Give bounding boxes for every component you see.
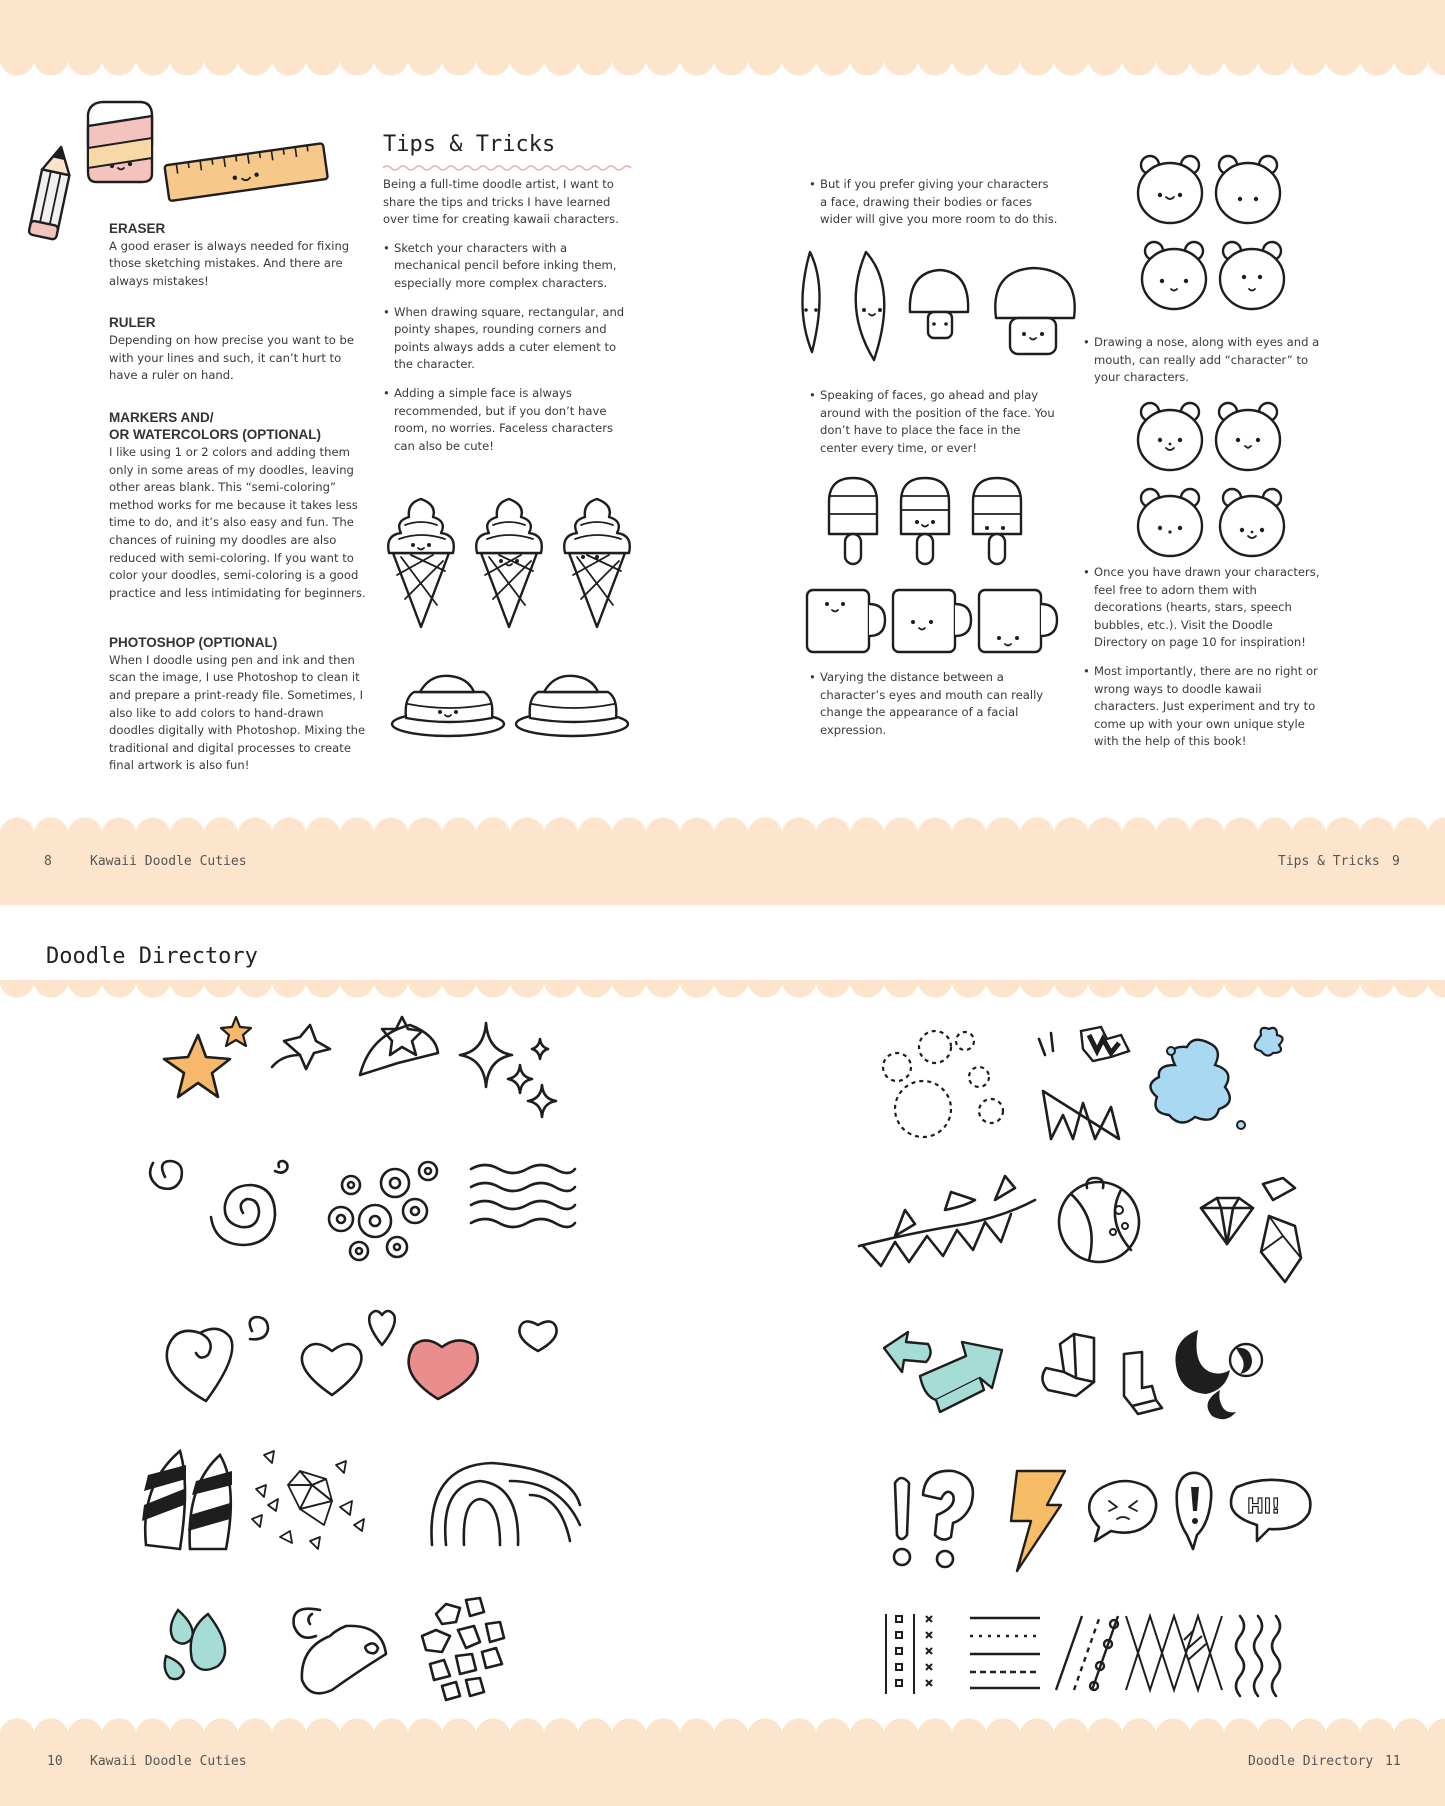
doodle-directory-title: Doodle Directory xyxy=(46,944,258,969)
ruler-text: Depending on how precise you want to be with your lines and such, it can’t hurt to have a ruler on hand. xyxy=(109,332,355,383)
horns-triangles-rainbows-doodles xyxy=(140,1445,625,1560)
right-bullet-3 xyxy=(809,669,1059,750)
ruler-heading: RULER xyxy=(109,315,156,331)
page-number-11: 11 xyxy=(1385,1754,1401,1769)
tip-item: • When drawing square, rectangular, and pointy shapes, rounding corners and points always adds a cuter element to the character. xyxy=(383,304,637,374)
right-col2-bullet-1 xyxy=(1083,334,1323,398)
top-footer-scallop xyxy=(0,813,1445,835)
bunting-ball-gems-doodles xyxy=(855,1170,1315,1295)
footer-book-title: Kawaii Doodle Cuties xyxy=(90,1754,247,1769)
eraser-illustration xyxy=(80,96,165,186)
spirals-circles-waves-doodles xyxy=(145,1155,585,1260)
page-number-10: 10 xyxy=(47,1754,63,1769)
punctuation-bolt-speech-doodles xyxy=(885,1465,1325,1580)
ruler-illustration xyxy=(160,136,335,206)
hearts-doodles xyxy=(160,1305,570,1405)
markers-heading-line1: MARKERS AND/ xyxy=(109,409,214,425)
footer-section-title: Doodle Directory xyxy=(1248,1754,1374,1769)
pencil-illustration xyxy=(22,140,82,245)
footer-book-title: Kawaii Doodle Cuties xyxy=(90,854,247,869)
tip-item: • Drawing a nose, along with eyes and a mouth, can really add “character” to your characters. xyxy=(1083,334,1323,387)
bottom-footer-scallop xyxy=(0,1714,1445,1736)
page-number-9: 9 xyxy=(1392,854,1400,869)
speech-bubble-hi-text: HI! xyxy=(1247,1494,1281,1518)
drops-bubbles-tiles-doodles xyxy=(160,1590,560,1705)
supplies-column xyxy=(109,220,367,775)
arrows-pipes-moons-doodles xyxy=(880,1320,1300,1425)
tip-item: • Adding a simple face is always recommended, but if you don’t have room, no worries. Faceless characters can also be cute! xyxy=(383,385,637,455)
tip-item: • Varying the distance between a character’s eyes and mouth can really change the appearance of a facial expression. xyxy=(809,669,1059,739)
top-header-scallop xyxy=(0,58,1445,80)
footer-section-title: Tips & Tricks xyxy=(1278,854,1380,869)
tips-intro: Being a full-time doodle artist, I want to share the tips and tricks I have learned over time for creating kawaii characters. xyxy=(383,177,619,227)
popsicles-illustration xyxy=(825,476,1025,571)
markers-heading-line2: OR WATERCOLORS (OPTIONAL) xyxy=(109,427,321,443)
patterns-doodles xyxy=(880,1610,1310,1700)
eraser-text: A good eraser is always needed for fixing those sketching mistakes. And there are always mistakes! xyxy=(109,238,350,288)
tips-column xyxy=(383,176,637,466)
photoshop-heading: PHOTOSHOP (OPTIONAL) xyxy=(109,635,278,651)
tips-title: Tips & Tricks xyxy=(383,132,556,157)
bear-faces-top-illustration xyxy=(1136,155,1316,315)
tips-list xyxy=(383,240,637,456)
stars-doodles xyxy=(150,1015,580,1115)
right-bullet-1 xyxy=(809,176,1059,240)
bottom-header-scallop xyxy=(0,980,1445,1002)
leaves-mushrooms-illustration xyxy=(790,248,1080,363)
right-col2-bullets-2-3 xyxy=(1083,564,1325,762)
mugs-illustration xyxy=(805,588,1065,658)
top-footer-band xyxy=(0,835,1445,905)
tip-item: • Once you have drawn your characters, feel free to adorn them with decorations (hearts, stars, speech bubbles, etc.). Visit the Doodle Directory on page 10 for inspiration! xyxy=(1083,564,1325,652)
top-header-band xyxy=(0,0,1445,58)
photoshop-text: When I doodle using pen and ink and then scan the image, I use Photoshop to clean it and prepare a print-ready file. Sometimes, I also like to add colors to hand-drawn doodles digitally with Photoshop. Mixing the traditional and digital processes to create final artwork is also fun! xyxy=(109,652,366,773)
tip-item: • Speaking of faces, go ahead and play around with the position of the face. You don’t have to place the face in the center every time, or ever! xyxy=(809,387,1059,457)
tip-item: • Sketch your characters with a mechanical pencil before inking them, especially more complex characters. xyxy=(383,240,637,293)
page-number-8: 8 xyxy=(44,854,52,869)
markers-text: I like using 1 or 2 colors and adding them only in some areas of my doodles, leaving other areas blank. This “semi-coloring” method works for me because it takes less time to do, and it’s also easy and fun. The chances of ruining my doodles are also reduced with semi-coloring. If you want to color your doodles, semi-coloring is a good practice and less intimidating for beginners. xyxy=(109,444,366,600)
tips-title-underline xyxy=(383,164,635,172)
bottom-footer-band xyxy=(0,1736,1445,1806)
tip-item: • Most importantly, there are no right or wrong ways to doodle kawaii characters. Just experiment and try to come up with your own unique style with the help of this book! xyxy=(1083,663,1325,751)
pancakes-illustration xyxy=(390,668,640,738)
tip-item: • But if you prefer giving your characters a face, drawing their bodies or faces wider will give you more room to do this. xyxy=(809,176,1059,229)
bubbles-grass-splash-doodles xyxy=(875,1025,1305,1145)
right-bullet-2 xyxy=(809,387,1059,468)
eraser-heading: ERASER xyxy=(109,221,166,236)
ice-cream-cones-illustration xyxy=(385,495,645,635)
bear-faces-bottom-illustration xyxy=(1136,402,1316,562)
